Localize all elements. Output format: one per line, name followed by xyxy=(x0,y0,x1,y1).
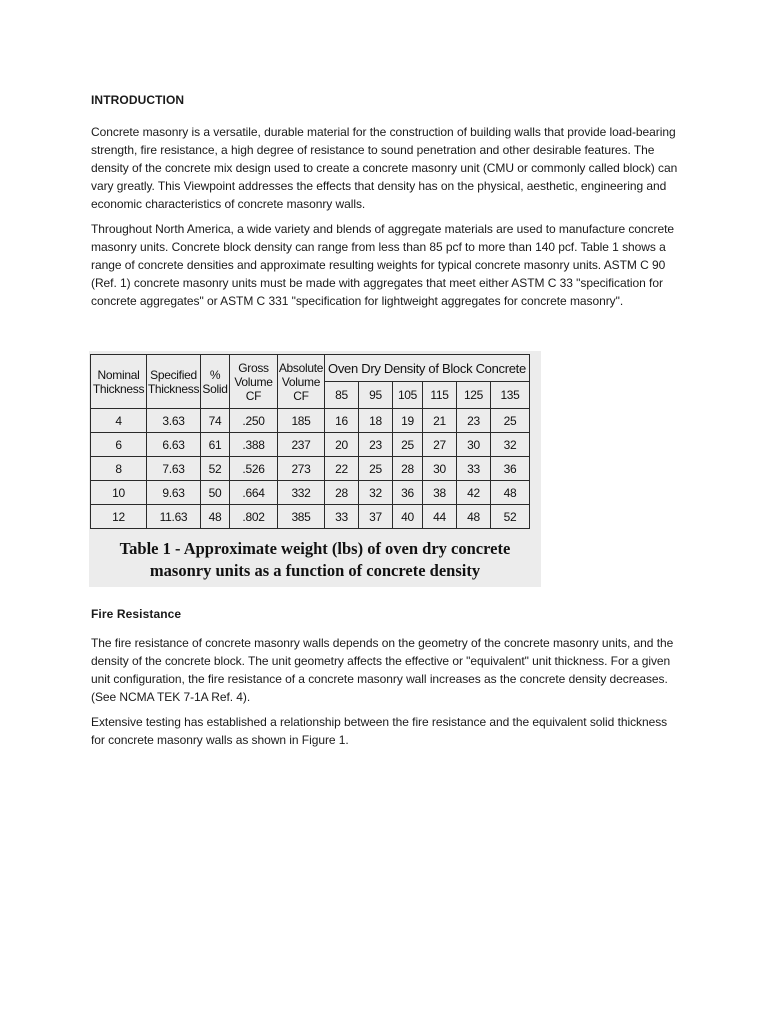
table-1-caption: Table 1 - Approximate weight (lbs) of oven dry concrete masonry units as a function of concrete density xyxy=(119,539,511,580)
header-density-105: 105 xyxy=(393,382,423,409)
table-cell: 22 xyxy=(325,457,359,481)
table-cell: 20 xyxy=(325,433,359,457)
table-cell: 21 xyxy=(423,409,457,433)
table-cell: 30 xyxy=(457,433,491,457)
table-cell: 74 xyxy=(201,409,230,433)
table-cell: 38 xyxy=(423,481,457,505)
header-percent-solid: % Solid xyxy=(201,355,230,409)
table-cell: 37 xyxy=(359,505,393,529)
table-cell: 52 xyxy=(491,505,530,529)
table-cell: .664 xyxy=(230,481,278,505)
table-cell: 19 xyxy=(393,409,423,433)
table-cell: 40 xyxy=(393,505,423,529)
table-cell: 7.63 xyxy=(147,457,201,481)
table-cell: 28 xyxy=(393,457,423,481)
table-cell: 23 xyxy=(457,409,491,433)
header-density-95: 95 xyxy=(359,382,393,409)
table-cell: 6 xyxy=(91,433,147,457)
table-cell: 9.63 xyxy=(147,481,201,505)
table-cell: 25 xyxy=(491,409,530,433)
table-row xyxy=(91,433,530,457)
table-cell: 27 xyxy=(423,433,457,457)
intro-paragraph-2: Throughout North America, a wide variety and blends of aggregate materials are used to manufacture concrete masonry units. Concrete block density can range from less than 85 pcf to more than 140 pcf. Table 1 shows a range of concrete densities and approximate resulting weights for typical concrete masonry units. ASTM C 90 (Ref. 1) concrete masonry units must be made with aggregates that meet either ASTM C 33 "specification for concrete aggregates" or ASTM C 331 "specification for lightweight aggregates for concrete masonry". xyxy=(91,222,674,308)
table-cell: 36 xyxy=(393,481,423,505)
density-weight-table xyxy=(90,354,530,529)
table-cell: 18 xyxy=(359,409,393,433)
table-cell: 23 xyxy=(359,433,393,457)
table-cell: 25 xyxy=(393,433,423,457)
header-density-85: 85 xyxy=(325,382,359,409)
table-cell: 42 xyxy=(457,481,491,505)
table-cell: .388 xyxy=(230,433,278,457)
table-cell: 3.63 xyxy=(147,409,201,433)
table-cell: 48 xyxy=(201,505,230,529)
header-density-125: 125 xyxy=(457,382,491,409)
table-cell: 10 xyxy=(91,481,147,505)
header-specified-thickness: Specified Thickness xyxy=(147,355,201,409)
fire-paragraph-1: The fire resistance of concrete masonry walls depends on the geometry of the concrete masonry units, and the density of the concrete block. The unit geometry affects the effective or "equivalent" unit thickness. For a given unit configuration, the fire resistance of a concrete masonry wall increases as the concrete density decreases. (See NCMA TEK 7-1A Ref. 4). xyxy=(91,636,674,704)
table-cell: 48 xyxy=(457,505,491,529)
table-cell: 385 xyxy=(278,505,325,529)
table-cell: 332 xyxy=(278,481,325,505)
fire-paragraph-2: Extensive testing has established a relationship between the fire resistance and the equivalent solid thickness for concrete masonry walls as shown in Figure 1. xyxy=(91,715,668,747)
table-cell: 28 xyxy=(325,481,359,505)
table-row xyxy=(91,505,530,529)
header-gross-volume: Gross Volume CF xyxy=(230,355,278,409)
table-cell: 44 xyxy=(423,505,457,529)
table-cell: 8 xyxy=(91,457,147,481)
header-absolute-volume: Absolute Volume CF xyxy=(278,355,325,409)
table-cell: 4 xyxy=(91,409,147,433)
table-cell: 48 xyxy=(491,481,530,505)
header-nominal-thickness: Nominal Thickness xyxy=(91,355,147,409)
table-cell: 52 xyxy=(201,457,230,481)
table-row xyxy=(91,409,530,433)
table-cell: 185 xyxy=(278,409,325,433)
table-cell: 33 xyxy=(457,457,491,481)
table-row xyxy=(91,481,530,505)
header-density-135: 135 xyxy=(491,382,530,409)
table-cell: 61 xyxy=(201,433,230,457)
table-cell: 33 xyxy=(325,505,359,529)
table-cell: 16 xyxy=(325,409,359,433)
table-cell: .802 xyxy=(230,505,278,529)
header-density-115: 115 xyxy=(423,382,457,409)
table-cell: 6.63 xyxy=(147,433,201,457)
intro-heading: INTRODUCTION xyxy=(91,93,185,107)
table-cell: 32 xyxy=(359,481,393,505)
intro-paragraph-1: Concrete masonry is a versatile, durable material for the construction of building walls that provide load-bearing strength, fire resistance, a high degree of resistance to sound penetration and other desirable features. The density of the concrete mix design used to create a concrete masonry unit (CMU or commonly called block) can vary greatly. This Viewpoint addresses the effects that density has on the physical, aesthetic, engineering and economic characteristics of concrete masonry walls. xyxy=(91,125,678,211)
table-cell: 50 xyxy=(201,481,230,505)
table-cell: .526 xyxy=(230,457,278,481)
table-cell: 11.63 xyxy=(147,505,201,529)
table-cell: 32 xyxy=(491,433,530,457)
table-cell: .250 xyxy=(230,409,278,433)
table-cell: 30 xyxy=(423,457,457,481)
table-cell: 12 xyxy=(91,505,147,529)
table-1-figure xyxy=(89,351,541,587)
table-cell: 273 xyxy=(278,457,325,481)
header-oven-dry-density: Oven Dry Density of Block Concrete xyxy=(325,355,530,382)
table-cell: 25 xyxy=(359,457,393,481)
fire-resistance-heading: Fire Resistance xyxy=(91,607,182,621)
table-cell: 36 xyxy=(491,457,530,481)
table-row xyxy=(91,457,530,481)
table-cell: 237 xyxy=(278,433,325,457)
